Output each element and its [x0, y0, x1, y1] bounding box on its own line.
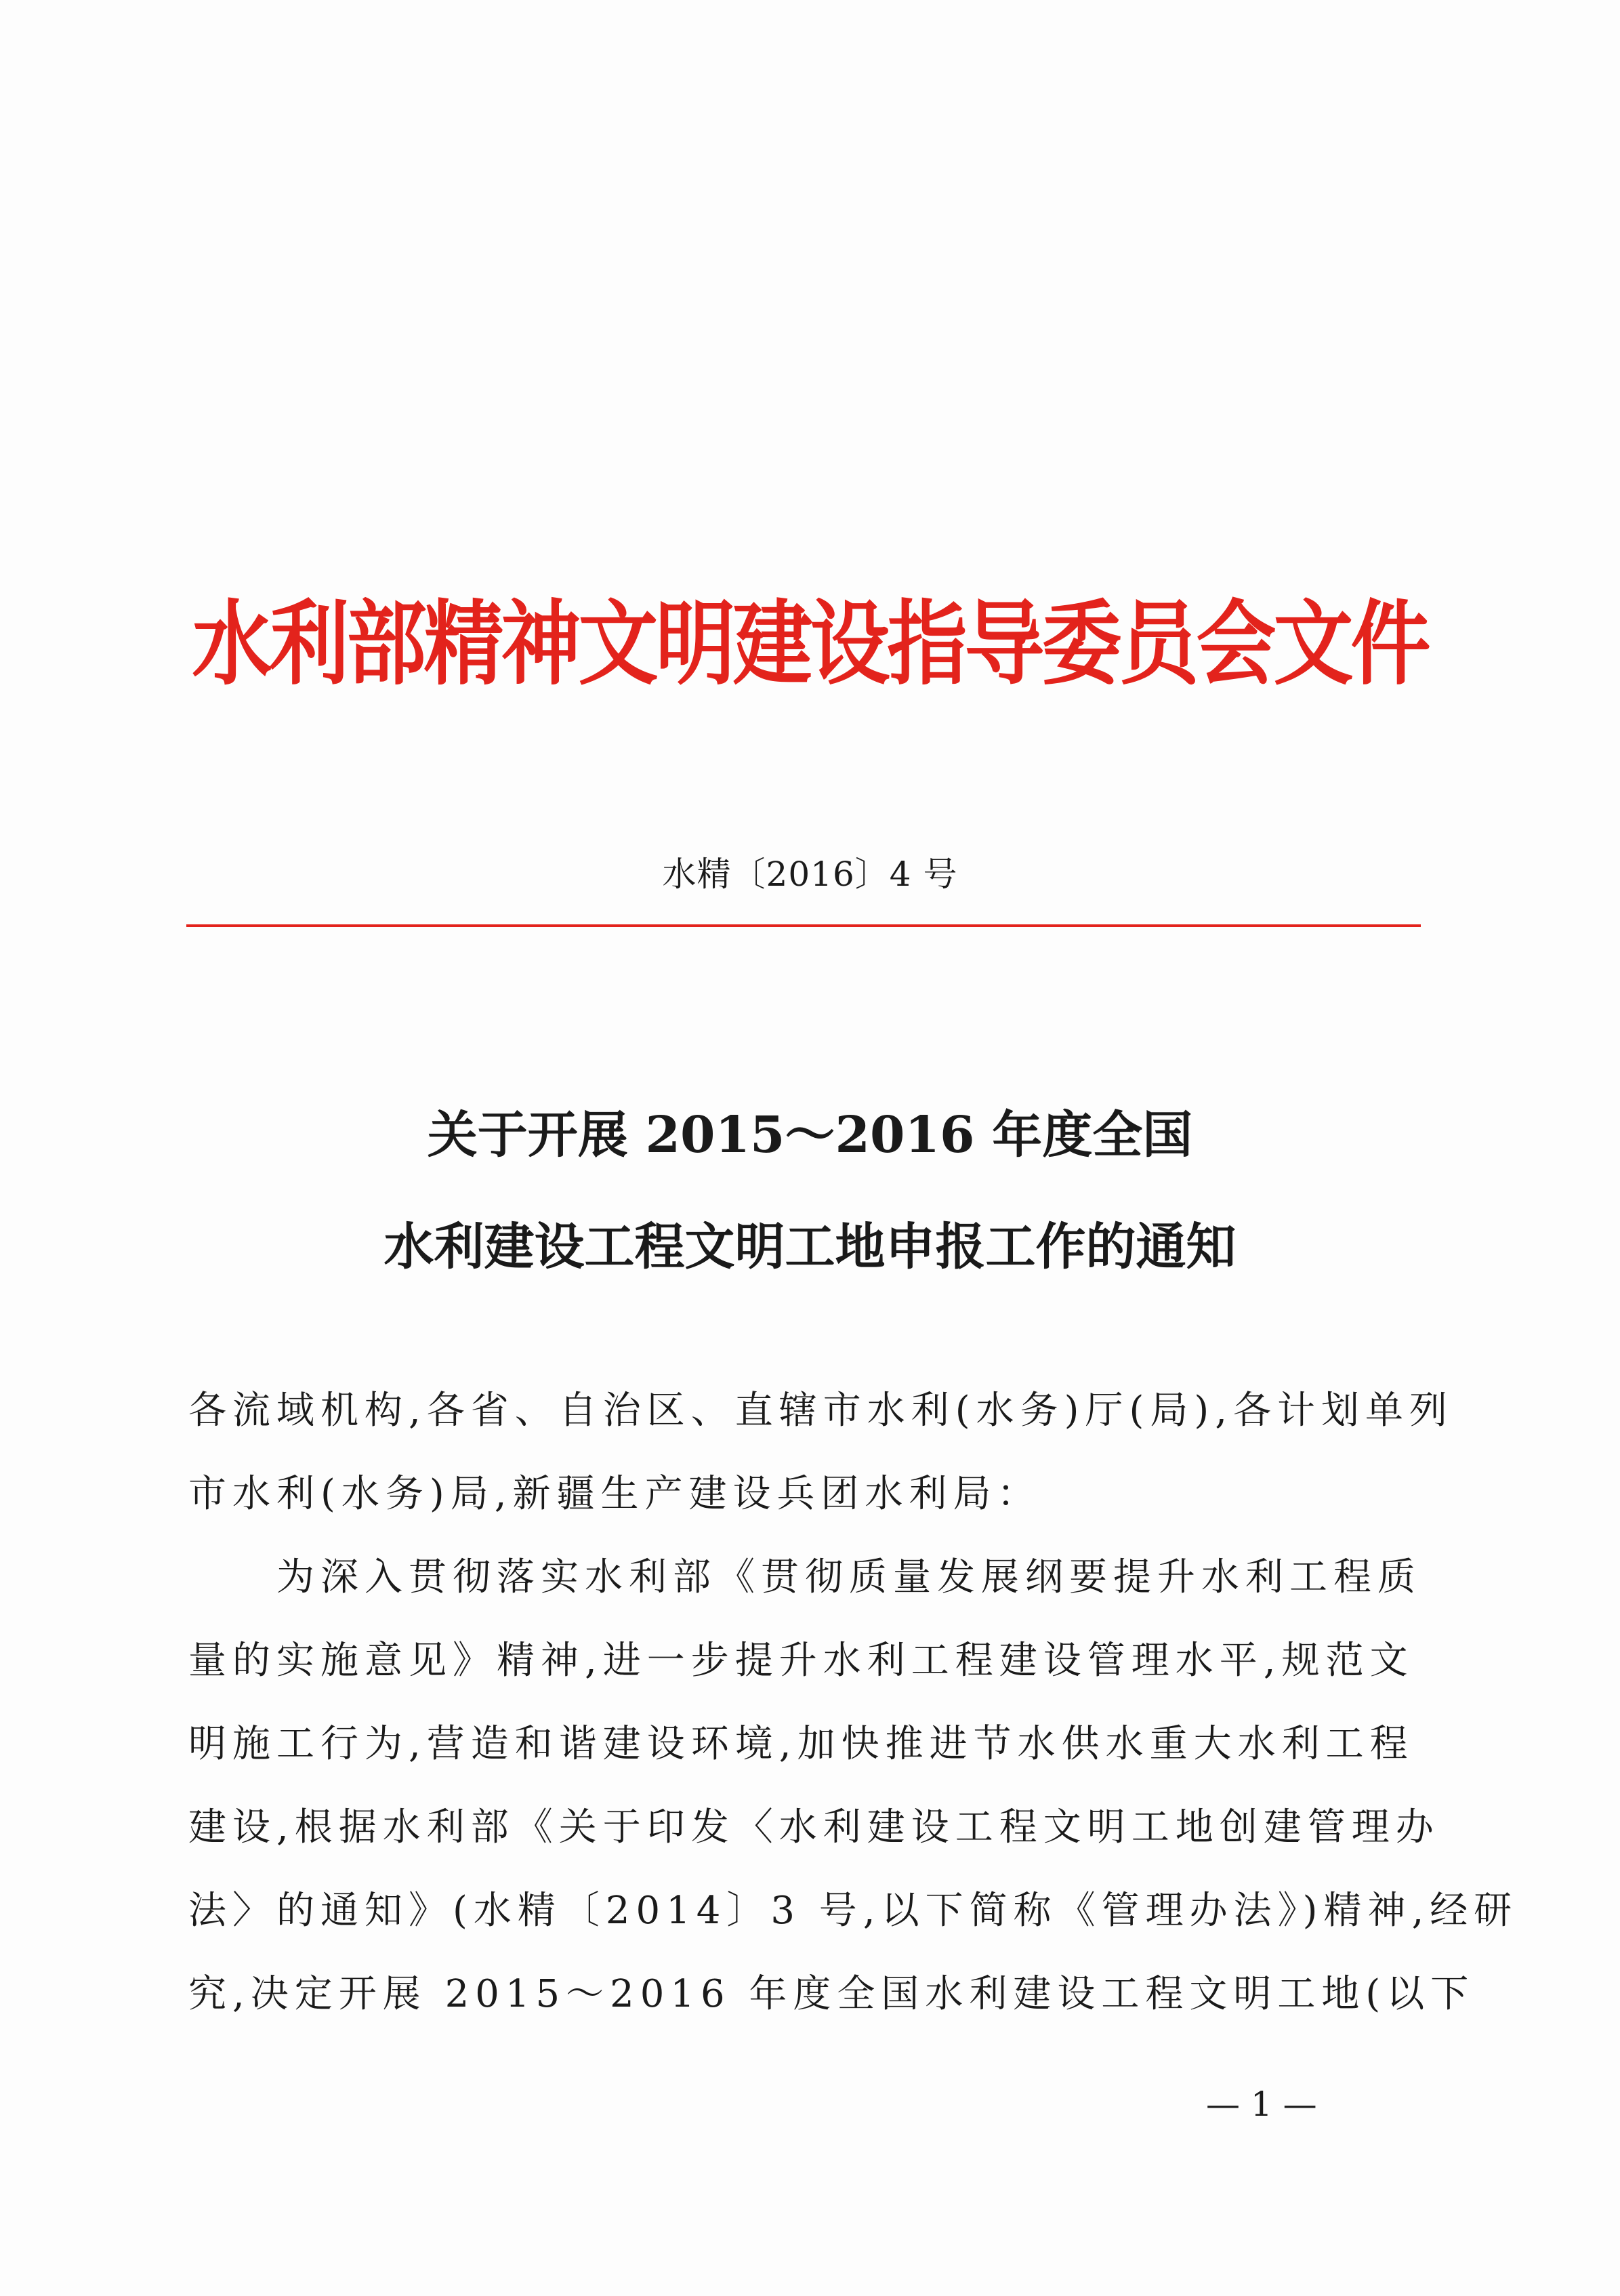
- body-line: 为深入贯彻落实水利部《贯彻质量发展纲要提升水利工程质: [188, 1555, 1421, 1599]
- body-line: 究,决定开展 2015～2016 年度全国水利建设工程文明工地(以下: [188, 1972, 1475, 2016]
- body-line: 量的实施意见》精神,进一步提升水利工程建设管理水平,规范文: [188, 1639, 1414, 1683]
- body-line: 建设,根据水利部《关于印发〈水利建设工程文明工地创建管理办: [188, 1805, 1440, 1849]
- issuing-authority-title: 水利部精神文明建设指导委员会文件: [192, 590, 1428, 698]
- body-line: 明施工行为,营造和谐建设环境,加快推进节水供水重大水利工程: [188, 1722, 1414, 1766]
- body-line: 各流域机构,各省、自治区、直辖市水利(水务)厅(局),各计划单列: [188, 1389, 1453, 1433]
- body-line: 市水利(水务)局,新疆生产建设兵团水利局：: [188, 1472, 1041, 1516]
- notice-title-line-2: 水利建设工程文明工地申报工作的通知: [383, 1218, 1237, 1276]
- notice-title-line-1: 关于开展 2015～2016 年度全国: [427, 1106, 1193, 1164]
- page-number: — 1 —: [1206, 2085, 1317, 2124]
- document-number: 水精〔2016〕4 号: [662, 855, 958, 894]
- red-divider-line: [186, 924, 1421, 927]
- body-line: 法〉的通知》(水精〔2014〕3 号,以下简称《管理办法》)精神,经研: [188, 1889, 1518, 1933]
